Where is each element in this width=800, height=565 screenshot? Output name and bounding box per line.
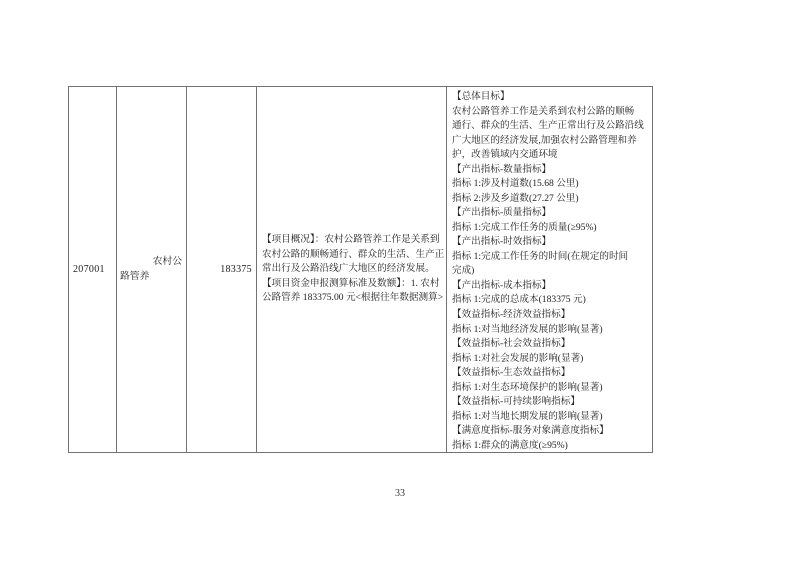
page-number: 33 xyxy=(395,488,405,499)
text-line: 广大地区的经济发展,加强农村公路管理和养 xyxy=(452,134,637,146)
text-line: 公路管养 183375.00 元<根据往年数据测算> xyxy=(262,292,444,304)
text-line: 指标 1:完成的总成本(183375 元) xyxy=(452,294,586,306)
project-code-cell xyxy=(69,87,117,452)
text-line: 指标 2:涉及乡道数(27.27 公里) xyxy=(452,192,579,204)
project-amount: 183375 xyxy=(220,264,252,275)
text-line: 【效益指标-可持续影响指标】 xyxy=(452,396,580,408)
text-line: 指标 1:完成工作任务的时间(在规定的时间 xyxy=(452,250,629,262)
project-name-line: 农村公 xyxy=(152,256,182,267)
project-overview-cell xyxy=(257,87,447,452)
text-line: 【项目概况】：农村公路管养工作是关系到 xyxy=(262,234,440,246)
text-line: 【效益指标-经济效益指标】 xyxy=(452,308,571,320)
text-line: 指标 1:群众的满意度(≥95%) xyxy=(452,439,568,451)
text-line: 【项目资金申报测算标准及数额】：1. 农村 xyxy=(262,277,440,289)
project-code: 207001 xyxy=(73,264,105,275)
text-line: 通行、群众的生活、生产正常出行及公路沿线 xyxy=(452,120,644,132)
project-name-line: 路管养 xyxy=(120,270,150,282)
text-line: 【产出指标-时效指标】 xyxy=(452,236,552,248)
text-line: 【总体目标】 xyxy=(452,91,510,102)
text-line: 指标 1:涉及村道数(15.68 公里) xyxy=(452,178,579,190)
text-line: 护，改善镇域内交通环境 xyxy=(452,149,558,161)
project-name-cell xyxy=(117,87,187,452)
text-line: 【产出指标-成本指标】 xyxy=(452,279,552,291)
text-line: 【产出指标-数量指标】 xyxy=(452,163,552,175)
text-line: 指标 1:对生态环境保护的影响(显著) xyxy=(452,381,603,393)
project-amount-cell xyxy=(187,87,257,452)
text-line: 指标 1:完成工作任务的质量(≥95%) xyxy=(452,221,597,233)
text-line: 【效益指标-社会效益指标】 xyxy=(452,338,571,350)
text-line: 指标 1:对社会发展的影响(显著) xyxy=(452,352,584,364)
text-line: 【效益指标-生态效益指标】 xyxy=(452,367,571,379)
performance-indicators-cell xyxy=(447,87,652,452)
text-line: 农村公路的顺畅通行、群众的生活、生产正 xyxy=(262,248,445,260)
text-line: 指标 1:对当地长期发展的影响(显著) xyxy=(452,410,603,422)
project-budget-table xyxy=(68,86,653,453)
text-line: 常出行及公路沿线广大地区的经济发展。 xyxy=(262,263,435,275)
text-line: 完成) xyxy=(452,265,475,277)
text-line: 农村公路管养工作是关系到农村公路的顺畅 xyxy=(452,105,635,117)
text-line: 指标 1:对当地经济发展的影响(显著) xyxy=(452,323,603,335)
text-line: 【产出指标-质量指标】 xyxy=(452,207,552,219)
text-line: 【满意度指标-服务对象满意度指标】 xyxy=(452,425,609,437)
